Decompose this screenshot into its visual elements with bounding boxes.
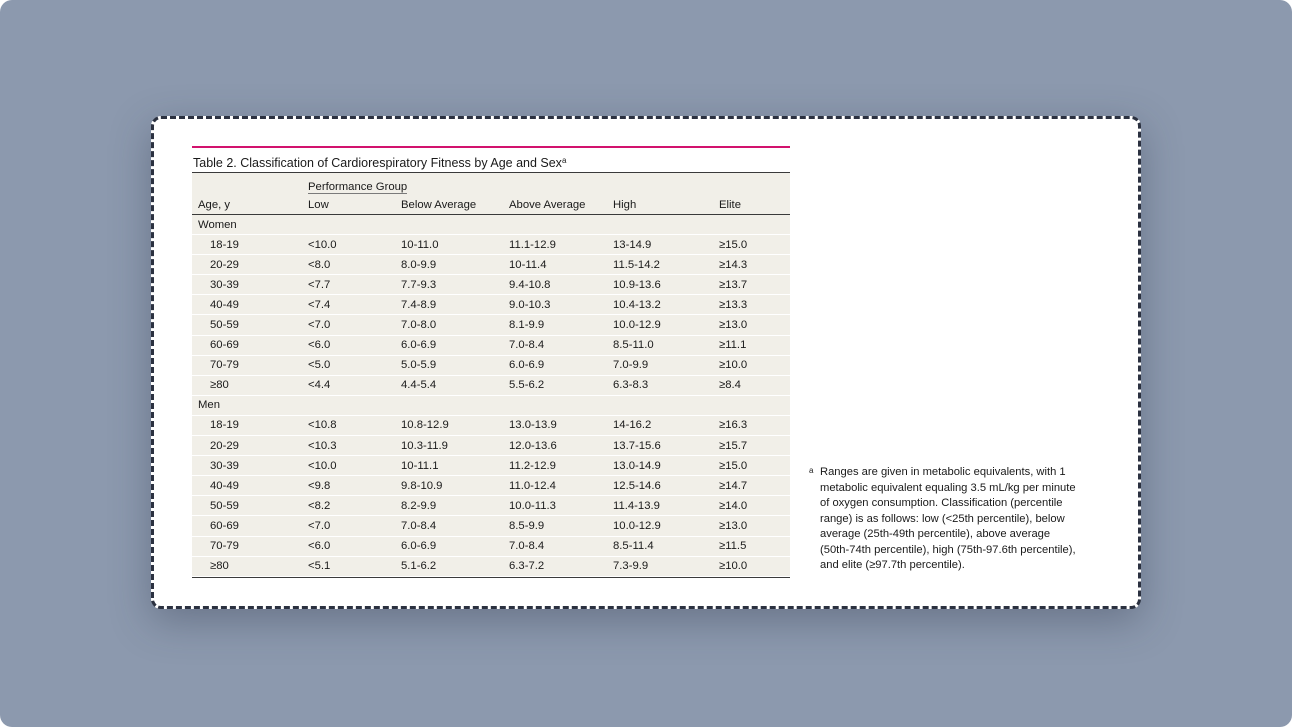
cell-low: <9.8	[308, 476, 401, 496]
cell-below-average: 6.0-6.9	[401, 335, 509, 355]
cell-below-average: 7.0-8.4	[401, 516, 509, 536]
cell-high: 10.0-12.9	[613, 315, 719, 335]
cell-high: 7.3-9.9	[613, 556, 719, 576]
cell-above-average: 10.0-11.3	[509, 496, 613, 516]
cell-below-average: 7.4-8.9	[401, 295, 509, 315]
cell-age: 18-19	[192, 235, 308, 255]
cell-low: <6.0	[308, 536, 401, 556]
table-row	[192, 556, 790, 576]
cell-high: 13-14.9	[613, 235, 719, 255]
cell-below-average: 8.0-9.9	[401, 255, 509, 275]
cell-above-average: 9.4-10.8	[509, 275, 613, 295]
cell-above-average: 6.3-7.2	[509, 556, 613, 576]
section-row	[192, 215, 790, 235]
cell-age: 70-79	[192, 536, 308, 556]
cell-low: <4.4	[308, 375, 401, 395]
column-header-below-average: Below Average	[401, 195, 509, 215]
cell-age: 18-19	[192, 415, 308, 435]
column-header-age: Age, y	[192, 195, 308, 215]
cell-above-average: 8.5-9.9	[509, 516, 613, 536]
cell-above-average: 10-11.4	[509, 255, 613, 275]
cell-low: <7.7	[308, 275, 401, 295]
table-row	[192, 315, 790, 335]
cell-elite: ≥14.3	[719, 255, 790, 275]
table-row	[192, 235, 790, 255]
cell-age: 60-69	[192, 516, 308, 536]
cell-above-average: 6.0-6.9	[509, 355, 613, 375]
cell-below-average: 7.7-9.3	[401, 275, 509, 295]
column-header-elite: Elite	[719, 195, 790, 215]
cell-low: <10.0	[308, 456, 401, 476]
group-header-spacer	[192, 173, 308, 195]
cell-low: <8.2	[308, 496, 401, 516]
section-row	[192, 395, 790, 415]
group-header-row	[192, 173, 790, 195]
cell-above-average: 12.0-13.6	[509, 436, 613, 456]
cell-below-average: 4.4-5.4	[401, 375, 509, 395]
cell-high: 12.5-14.6	[613, 476, 719, 496]
table-body	[192, 215, 790, 577]
table-row	[192, 476, 790, 496]
table-row	[192, 275, 790, 295]
cell-below-average: 7.0-8.0	[401, 315, 509, 335]
cell-above-average: 11.0-12.4	[509, 476, 613, 496]
table-row	[192, 496, 790, 516]
cell-elite: ≥13.7	[719, 275, 790, 295]
section-label: Men	[192, 395, 790, 415]
cell-low: <7.0	[308, 315, 401, 335]
cell-age: ≥80	[192, 556, 308, 576]
cell-age: 20-29	[192, 255, 308, 275]
cell-low: <7.0	[308, 516, 401, 536]
cell-below-average: 10.8-12.9	[401, 415, 509, 435]
cell-age: 30-39	[192, 456, 308, 476]
table-container	[192, 146, 792, 578]
cell-above-average: 13.0-13.9	[509, 415, 613, 435]
cell-above-average: 7.0-8.4	[509, 536, 613, 556]
table-row	[192, 415, 790, 435]
cell-elite: ≥16.3	[719, 415, 790, 435]
cell-low: <5.0	[308, 355, 401, 375]
cell-elite: ≥15.0	[719, 235, 790, 255]
cell-elite: ≥13.0	[719, 516, 790, 536]
cell-high: 8.5-11.0	[613, 335, 719, 355]
cell-above-average: 5.5-6.2	[509, 375, 613, 395]
cell-low: <8.0	[308, 255, 401, 275]
column-header-row	[192, 195, 790, 215]
cell-high: 11.4-13.9	[613, 496, 719, 516]
fitness-table	[192, 173, 790, 577]
cell-age: 50-59	[192, 496, 308, 516]
performance-group-label: Performance Group	[308, 181, 408, 193]
cell-above-average: 8.1-9.9	[509, 315, 613, 335]
cell-elite: ≥13.0	[719, 315, 790, 335]
cell-age: 40-49	[192, 476, 308, 496]
cell-high: 13.0-14.9	[613, 456, 719, 476]
cell-above-average: 7.0-8.4	[509, 335, 613, 355]
cell-low: <10.8	[308, 415, 401, 435]
cell-elite: ≥13.3	[719, 295, 790, 315]
cell-elite: ≥8.4	[719, 375, 790, 395]
table-row	[192, 456, 790, 476]
cell-elite: ≥15.7	[719, 436, 790, 456]
cell-below-average: 9.8-10.9	[401, 476, 509, 496]
table-title	[192, 148, 792, 172]
cell-high: 6.3-8.3	[613, 375, 719, 395]
footnote-text: Ranges are given in metabolic equivalents, with 1 metabolic equivalent equaling 3.5 mL/kg per minute of oxygen consumption. Classification (percentile range) is as follows: low (<25th percentile), below average (25th-49th percentile), above average (50th-74th percentile), high (75th-97.6th percentile), and elite (≥97.7th percentile).	[820, 466, 1076, 571]
table-wrapper	[192, 172, 790, 578]
cell-below-average: 10-11.1	[401, 456, 509, 476]
cell-low: <10.0	[308, 235, 401, 255]
table-row	[192, 375, 790, 395]
cell-age: 40-49	[192, 295, 308, 315]
cell-below-average: 6.0-6.9	[401, 536, 509, 556]
table-row	[192, 295, 790, 315]
cell-high: 10.4-13.2	[613, 295, 719, 315]
cell-elite: ≥10.0	[719, 556, 790, 576]
table-title-footnote-mark: a	[561, 156, 567, 165]
cell-low: <7.4	[308, 295, 401, 315]
cell-elite: ≥14.7	[719, 476, 790, 496]
table-footnote	[809, 465, 1079, 574]
cell-above-average: 11.2-12.9	[509, 456, 613, 476]
footnote-mark: a	[809, 466, 814, 475]
cell-age: 70-79	[192, 355, 308, 375]
cell-below-average: 8.2-9.9	[401, 496, 509, 516]
section-label: Women	[192, 215, 790, 235]
document-card	[151, 116, 1141, 609]
cell-age: 30-39	[192, 275, 308, 295]
table-row	[192, 536, 790, 556]
cell-age: 50-59	[192, 315, 308, 335]
cell-elite: ≥11.5	[719, 536, 790, 556]
cell-age: ≥80	[192, 375, 308, 395]
cell-elite: ≥14.0	[719, 496, 790, 516]
table-row	[192, 516, 790, 536]
table-row	[192, 335, 790, 355]
table-title-text: Table 2. Classification of Cardiorespiratory Fitness by Age and Sex	[193, 156, 562, 170]
cell-elite: ≥11.1	[719, 335, 790, 355]
cell-high: 10.0-12.9	[613, 516, 719, 536]
cell-above-average: 11.1-12.9	[509, 235, 613, 255]
cell-elite: ≥15.0	[719, 456, 790, 476]
cell-low: <6.0	[308, 335, 401, 355]
table-row	[192, 436, 790, 456]
cell-age: 20-29	[192, 436, 308, 456]
cell-elite: ≥10.0	[719, 355, 790, 375]
performance-group-header	[308, 173, 790, 195]
cell-below-average: 5.1-6.2	[401, 556, 509, 576]
table-row	[192, 355, 790, 375]
cell-age: 60-69	[192, 335, 308, 355]
cell-high: 13.7-15.6	[613, 436, 719, 456]
cell-below-average: 10.3-11.9	[401, 436, 509, 456]
cell-high: 14-16.2	[613, 415, 719, 435]
cell-high: 10.9-13.6	[613, 275, 719, 295]
column-header-low: Low	[308, 195, 401, 215]
cell-above-average: 9.0-10.3	[509, 295, 613, 315]
cell-high: 11.5-14.2	[613, 255, 719, 275]
cell-high: 7.0-9.9	[613, 355, 719, 375]
column-header-high: High	[613, 195, 719, 215]
cell-below-average: 10-11.0	[401, 235, 509, 255]
column-header-above-average: Above Average	[509, 195, 613, 215]
cell-below-average: 5.0-5.9	[401, 355, 509, 375]
cell-high: 8.5-11.4	[613, 536, 719, 556]
cell-low: <10.3	[308, 436, 401, 456]
cell-low: <5.1	[308, 556, 401, 576]
table-row	[192, 255, 790, 275]
